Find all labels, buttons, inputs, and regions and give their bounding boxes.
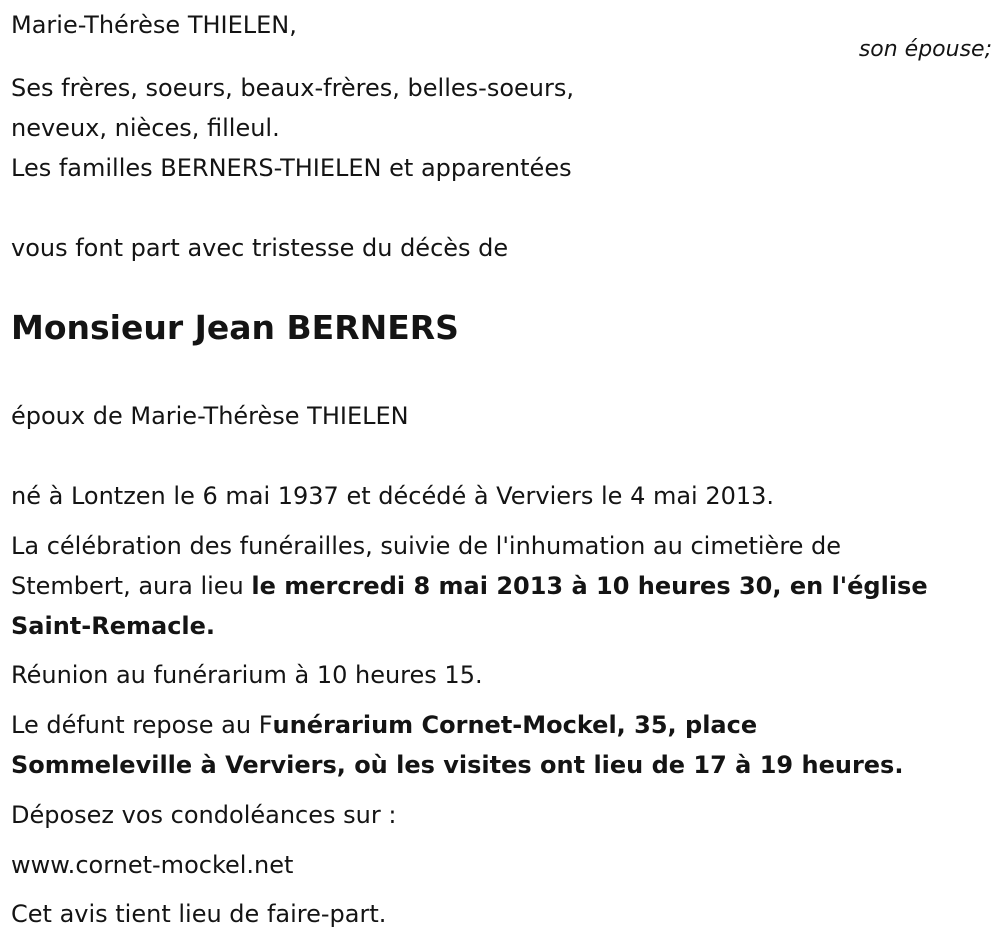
repose-line-2 [11, 745, 903, 785]
visiting-hours: Sommeleville à Verviers, où les visites ont lieu de 17 à 19 heures. [11, 751, 904, 779]
ceremony-date-time: le mercredi 8 mai 2013 à 10 heures 30, en l'église [251, 572, 928, 600]
spouse-name: Marie-Thérèse THIELEN, [11, 11, 297, 39]
meeting-text: Réunion au funérarium à 10 heures 15. [11, 661, 483, 689]
spouse-role: son épouse; [858, 37, 992, 62]
ceremony-line-3 [11, 606, 215, 646]
footer-note: Cet avis tient lieu de faire-part. [11, 900, 387, 928]
funeral-home: unérarium Cornet-Mockel, 35, place [272, 711, 758, 739]
family-line-3: Les familles BERNERS-THIELEN et apparentées [11, 154, 572, 182]
deceased-name: Monsieur Jean BERNERS [11, 308, 459, 347]
repose-intro: Le défunt repose au F [11, 711, 273, 739]
ceremony-location-text: Stembert, aura lieu [11, 572, 252, 600]
condolences-website: www.cornet-mockel.net [11, 851, 294, 879]
condolences-label: Déposez vos condoléances sur : [11, 801, 397, 829]
birth-death-text: né à Lontzen le 6 mai 1937 et décédé à Verviers le 4 mai 2013. [11, 482, 775, 510]
ceremony-line-1: La célébration des funérailles, suivie de l'inhumation au cimetière de [11, 532, 842, 560]
announcement-text: vous font part avec tristesse du décès de [11, 234, 509, 262]
family-line-1: Ses frères, soeurs, beaux-frères, belles-soeurs, [11, 74, 574, 102]
spouse-of-text: époux de Marie-Thérèse THIELEN [11, 402, 409, 430]
repose-line-1 [11, 705, 757, 745]
ceremony-line-2 [11, 566, 928, 606]
family-line-2: neveux, nièces, filleul. [11, 114, 280, 142]
church-name: Saint-Remacle. [11, 612, 216, 640]
